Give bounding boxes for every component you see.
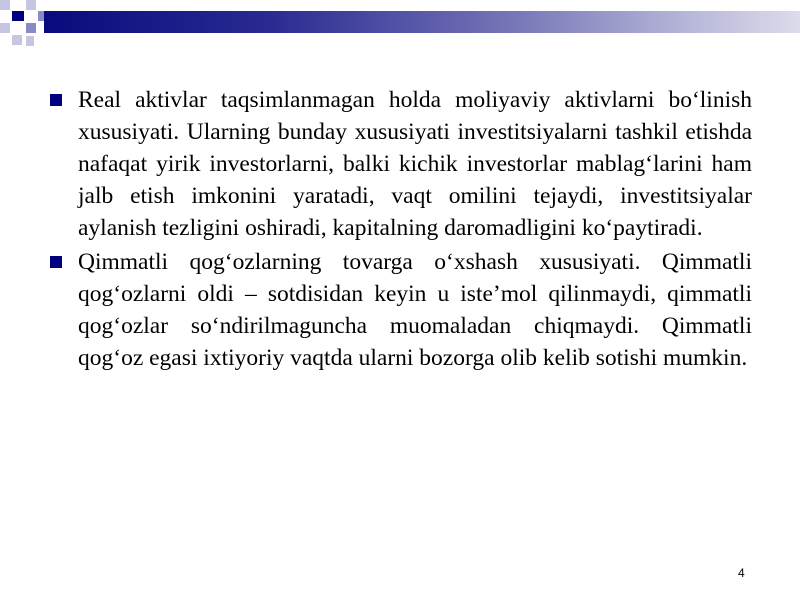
square-bullet-icon xyxy=(50,256,62,268)
header-gradient-bar xyxy=(44,11,800,33)
header-square-navy xyxy=(12,11,24,21)
page-number: 4 xyxy=(738,566,745,580)
bullet-text: Qimmatli qog‘ozlarning tovarga o‘xshash xususiyati. Qimmatli qog‘ozlarni oldi – sotdisidan keyin u iste’mol qilinmaydi, qimmatli qog‘ozlar so‘ndirilmaguncha muomaladan chiqmaydi. Qimmatli qog‘oz egasi ixtiyoriy vaqtda ularni bozorga olib kelib sotishi mumkin. xyxy=(78,249,752,371)
square-bullet-icon xyxy=(50,94,62,106)
header-square-light xyxy=(26,0,36,10)
header-square-light xyxy=(12,35,22,45)
bullet-text: Real aktivlar taqsimlanmagan holda moliyaviy aktivlarni bo‘linish xususiyati. Ularning bunday xususiyati investitsiyalarni tashkil etishda nafaqat yirik investorlarni, balki kichik investorlar mablag‘larini ham jalb etish imkonini yaratadi, vaqt omilini tejaydi, investitsiyalar aylanish tezligini oshiradi, kapitalning daromadligini ko‘paytiradi. xyxy=(78,87,752,241)
header-decoration xyxy=(0,0,800,50)
header-square-light xyxy=(0,23,10,33)
bullet-item xyxy=(48,246,752,374)
header-square-light xyxy=(0,0,10,10)
header-square-mid xyxy=(26,23,36,33)
header-square-light xyxy=(26,36,34,46)
bullet-item xyxy=(48,84,752,244)
slide-content xyxy=(48,84,752,376)
